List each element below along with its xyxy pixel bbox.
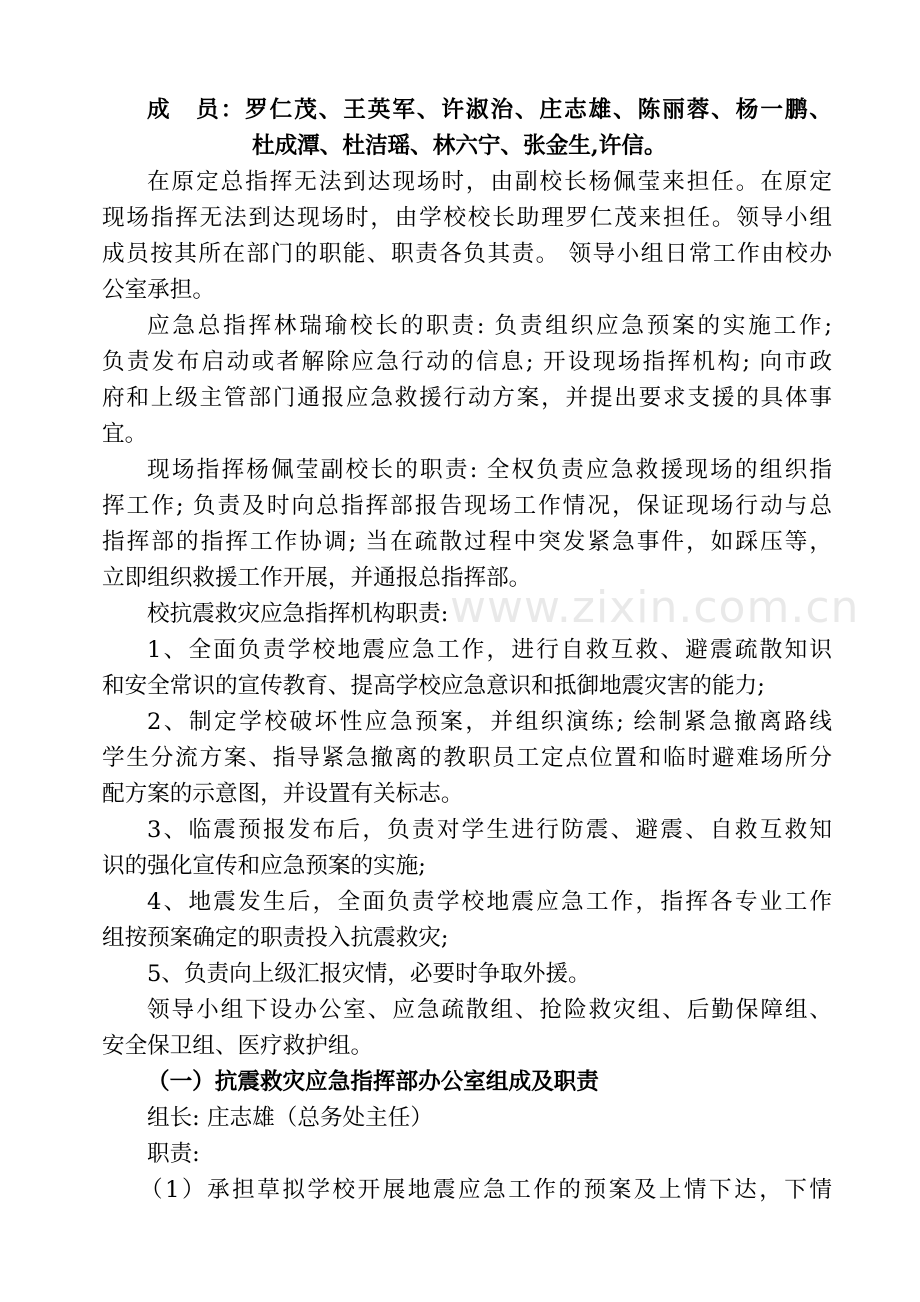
paragraph-line: 领导小组下设办公室、应急疏散组、抢险救灾组、后勤保障组、 [147, 997, 832, 1023]
paragraph-line: 府和上级主管部门通报应急救援行动方案，并提出要求支援的具体事 [102, 385, 832, 411]
members-line-1: 成 员：罗仁茂、王英军、许淑治、庄志雄、陈丽蓉、杨一鹏、 [147, 97, 832, 123]
paragraph-line: 2、制定学校破坏性应急预案，并组织演练; 绘制紧急撤离路线 [147, 709, 832, 735]
paragraph-line: 立即组织救援工作开展，并通报总指挥部。 [102, 565, 532, 591]
duty-item-1 [102, 632, 832, 704]
section-duty-1: （1）承担草拟学校开展地震应急工作的预案及上情下达，下情 [140, 1177, 832, 1203]
document-page [102, 92, 832, 1208]
paragraph-line: 5、负责向上级汇报灾情，必要时争取外援。 [147, 961, 591, 987]
paragraph-deputy [102, 164, 832, 308]
paragraph-line: 现场指挥无法到达现场时，由学校校长助理罗仁茂来担任。领导小组 [102, 205, 832, 231]
paragraph-line: 1、全面负责学校地震应急工作，进行自救互救、避震疏散知识 [147, 637, 832, 663]
duty-item-3 [102, 812, 832, 884]
paragraph-line: 现场指挥杨佩莹副校长的职责: 全权负责应急救援现场的组织指 [147, 457, 832, 483]
paragraph-line: 组按预案确定的职责投入抗震救灾; [102, 925, 449, 951]
section-duties-label: 职责: [147, 1141, 200, 1167]
paragraph-line: 成员按其所在部门的职能、职责各负其责。 领导小组日常工作由校办 [102, 241, 832, 267]
paragraph-commander-duties [102, 308, 832, 452]
paragraph-line: 识的强化宣传和应急预案的实施; [102, 853, 426, 879]
watermark: www.zixin.com.cn [450, 582, 860, 633]
duty-item-2 [102, 704, 832, 812]
paragraph-line: 和安全常识的宣传教育、提高学校应急意识和抵御地震灾害的能力; [102, 673, 765, 699]
paragraph-agency-duties [102, 596, 832, 632]
paragraph-line: 负责发布启动或者解除应急行动的信息; 开设现场指挥机构; 向市政 [102, 349, 832, 375]
paragraph-line: 挥工作; 负责及时向总指挥部报告现场工作情况，保证现场行动与总 [102, 493, 832, 519]
paragraph-line: 宜。 [102, 421, 148, 447]
paragraph-line: 公室承担。 [102, 277, 215, 303]
paragraph-subgroups [102, 992, 832, 1064]
section-leader: 组长: 庄志雄（总务处主任） [147, 1105, 433, 1131]
paragraph-line: 校抗震救灾应急指挥机构职责: [147, 601, 449, 627]
paragraph-line: 指挥部的指挥工作协调; 当在疏散过程中突发紧急事件，如踩压等， [102, 529, 832, 555]
paragraph-line: 在原定总指挥无法到达现场时，由副校长杨佩莹来担任。在原定 [147, 169, 832, 195]
duty-item-5 [102, 956, 832, 992]
paragraph-line: 学生分流方案、指导紧急撤离的教职员工定点位置和临时避难场所分 [102, 745, 832, 771]
duty-item-4 [102, 884, 832, 956]
paragraph-field-commander-duties [102, 452, 832, 596]
paragraph-line: 3、临震预报发布后，负责对学生进行防震、避震、自救互救知 [147, 817, 832, 843]
members-line-2: 杜成潭、杜洁瑶、林六宁、张金生,许信。 [252, 133, 667, 159]
paragraph-line: 配方案的示意图，并设置有关标志。 [102, 781, 464, 807]
paragraph-line: 安全保卫组、医疗救护组。 [102, 1033, 374, 1059]
paragraph-line: 应急总指挥林瑞瑜校长的职责: 负责组织应急预案的实施工作; [147, 313, 832, 339]
paragraph-line: 4、地震发生后，全面负责学校地震应急工作，指挥各专业工作 [147, 889, 832, 915]
section-heading: （一）抗震救灾应急指挥部办公室组成及职责 [147, 1069, 599, 1095]
